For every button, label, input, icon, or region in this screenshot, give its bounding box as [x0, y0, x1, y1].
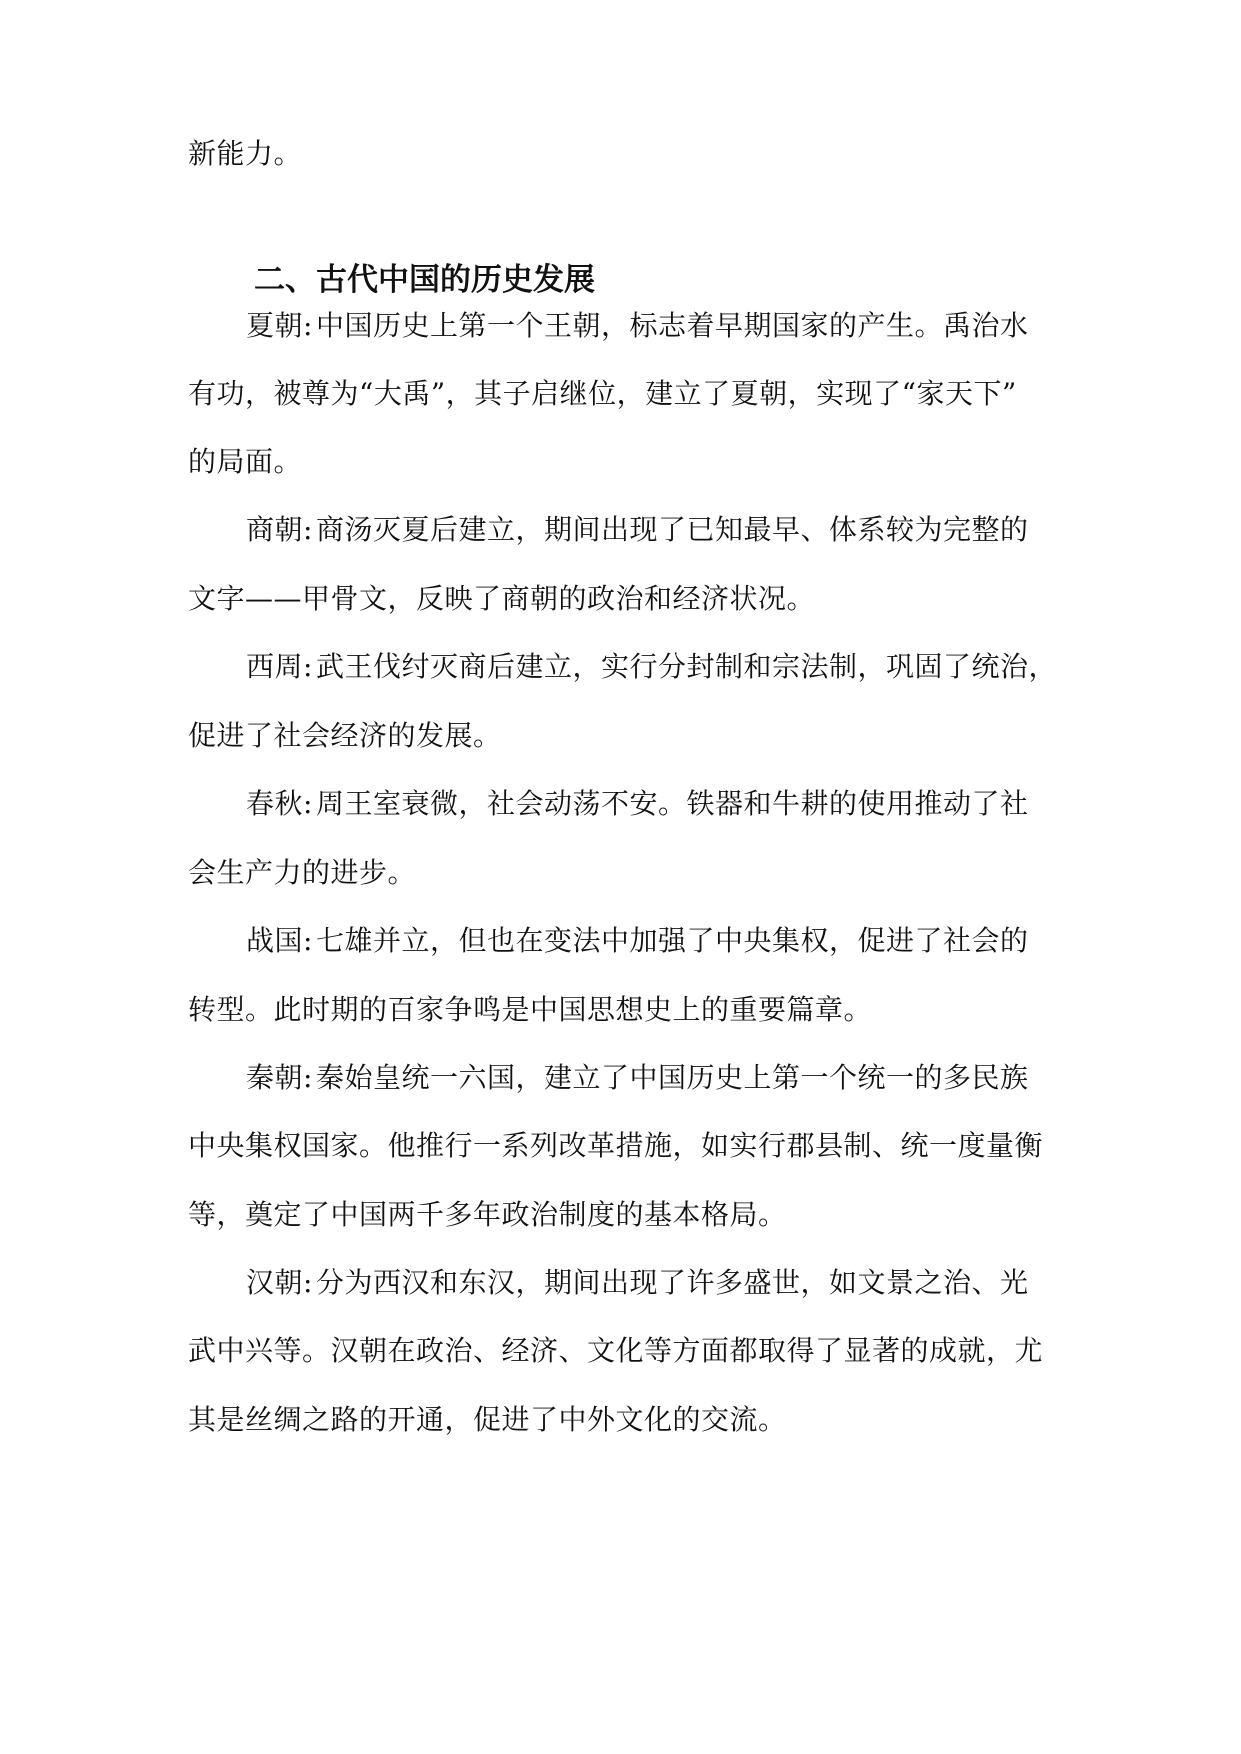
paragraph-line: 的局面。: [188, 445, 303, 478]
paragraph-line: 春秋: 周王室衰微，社会动荡不安。铁器和牛耕的使用推动了社: [246, 787, 1029, 820]
section-heading: 二、古代中国的历史发展: [254, 262, 595, 298]
paragraph-lead: 秦朝:: [246, 1061, 313, 1094]
paragraph-line: 会生产力的进步。: [188, 856, 417, 889]
paragraph-line: 其是丝绸之路的开通，促进了中外文化的交流。: [188, 1403, 787, 1436]
paragraph-lead: 战国:: [246, 924, 313, 957]
paragraph-line: 武中兴等。汉朝在政治、经济、文化等方面都取得了显著的成就，尤: [188, 1334, 1044, 1367]
paragraph-line: 夏朝: 中国历史上第一个王朝，标志着早期国家的产生。禹治水: [246, 309, 1029, 342]
paragraph-line: 战国: 七雄并立，但也在变法中加强了中央集权，促进了社会的: [246, 924, 1029, 957]
paragraph-lead: 西周:: [246, 650, 313, 683]
paragraph-line: 转型。此时期的百家争鸣是中国思想史上的重要篇章。: [188, 993, 873, 1026]
paragraph-lead: 夏朝:: [246, 309, 313, 342]
paragraph-line: 有功，被尊为“大禹”，其子启继位，建立了夏朝，实现了“家天下”: [188, 377, 1017, 410]
paragraph-line: 商朝: 商汤灭夏后建立，期间出现了已知最早、体系较为完整的: [246, 513, 1029, 546]
paragraph-lead: 春秋:: [246, 787, 313, 820]
paragraph-lead: 汉朝:: [246, 1266, 313, 1299]
paragraph-line: 中央集权国家。他推行一系列改革措施，如实行郡县制、统一度量衡: [188, 1129, 1044, 1162]
continuation-text: 新能力。: [188, 137, 303, 170]
paragraph-line: 促进了社会经济的发展。: [188, 719, 502, 752]
paragraph-line: 秦朝: 秦始皇统一六国，建立了中国历史上第一个统一的多民族: [246, 1061, 1029, 1094]
paragraph-line: 等，奠定了中国两千多年政治制度的基本格局。: [188, 1198, 787, 1231]
paragraph-line: 西周: 武王伐纣灭商后建立，实行分封制和宗法制，巩固了统治，: [246, 650, 1057, 683]
paragraph-line: 汉朝: 分为西汉和东汉，期间出现了许多盛世，如文景之治、光: [246, 1266, 1029, 1299]
paragraph-lead: 商朝:: [246, 513, 313, 546]
paragraph-line: 文字——甲骨文，反映了商朝的政治和经济状况。: [188, 582, 816, 615]
